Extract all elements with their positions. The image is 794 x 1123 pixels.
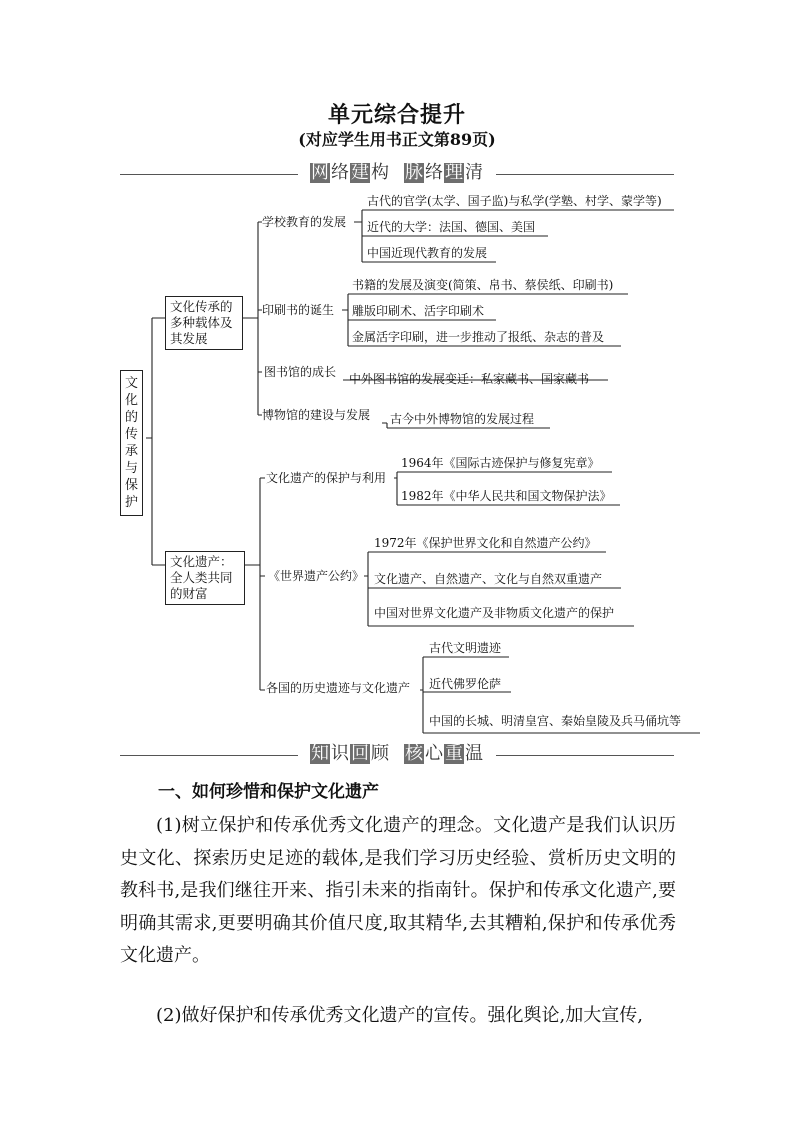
banner-char: 脉	[405, 162, 423, 183]
leaf-sites-2: 近代佛罗伦萨	[429, 677, 502, 691]
leaf-convention-1: 1972年《保护世界文化和自然遗产公约》	[374, 536, 597, 550]
banner-char: 核	[405, 743, 423, 764]
paragraph-1: (1)树立保护和传承优秀文化遗产的理念。文化遗产是我们认识历史文化、探索历史足迹的载体,是我们学习历史经验、赏析历史文明的教科书,是我们继往开来、指引未来的指南针。保护和传承文化遗产,要明确其需求,更要明确其价值尺度,取其精华,去其糟粕,保护和传承优秀文化遗产。	[120, 815, 676, 966]
banner-char: 建	[351, 162, 369, 183]
leaf-school-3: 中国近现代教育的发展	[367, 246, 488, 260]
banner-char: 知	[311, 743, 329, 764]
banner-char: 清	[465, 162, 483, 183]
leaf-school-1: 古代的官学(太学、国子监)与私学(学塾、村学、蒙学等)	[367, 194, 662, 208]
page-subtitle: (对应学生用书正文第89页)	[298, 130, 496, 149]
banner-char: 网	[311, 162, 329, 183]
banner-char: 络	[425, 162, 443, 183]
node-convention: 《世界遗产公约》	[268, 569, 365, 583]
banner-char: 顾	[371, 743, 389, 764]
branch-carriers: 文化传承的多种载体及其发展	[165, 296, 243, 350]
leaf-convention-2: 文化遗产、自然遗产、文化与自然双重遗产	[374, 572, 603, 586]
paragraph-2: (2)做好保护和传承优秀文化遗产的宣传。强化舆论,加大宣传,	[156, 1005, 643, 1026]
node-library: 图书馆的成长	[264, 365, 337, 379]
leaf-protection-1: 1964年《国际古迹保护与修复宪章》	[401, 456, 600, 470]
leaf-protection-2: 1982年《中华人民共和国文物保护法》	[401, 489, 612, 503]
banner-char: 构	[371, 162, 389, 183]
node-printing: 印刷书的诞生	[262, 303, 335, 317]
banner-char: 识	[331, 743, 349, 764]
banner-char: 回	[351, 743, 369, 764]
node-protection: 文化遗产的保护与利用	[266, 471, 387, 485]
banner-char: 心	[425, 743, 443, 764]
node-school: 学校教育的发展	[262, 215, 347, 229]
branch-heritage: 文化遗产：全人类共同的财富	[165, 551, 245, 605]
leaf-printing-3: 金属活字印刷，进一步推动了报纸、杂志的普及	[352, 330, 605, 344]
banner-char: 重	[445, 743, 463, 764]
node-sites: 各国的历史遗迹与文化遗产	[266, 681, 411, 695]
leaf-school-2: 近代的大学：法国、德国、美国	[367, 220, 536, 234]
section-heading: 一、如何珍惜和保护文化遗产	[158, 782, 379, 802]
leaf-museum-1: 古今中外博物馆的发展过程	[390, 412, 535, 426]
mindmap-root: 文化的传承与保护	[120, 370, 143, 516]
banner-char: 理	[445, 162, 463, 183]
leaf-convention-3: 中国对世界文化遗产及非物质文化遗产的保护	[374, 606, 615, 620]
page-title: 单元综合提升	[327, 103, 466, 128]
leaf-printing-1: 书籍的发展及演变(简策、帛书、蔡侯纸、印刷书)	[352, 278, 614, 292]
node-museum: 博物馆的建设与发展	[262, 408, 371, 422]
leaf-sites-3: 中国的长城、明清皇宫、秦始皇陵及兵马俑坑等	[429, 714, 682, 728]
section-banner-review	[120, 741, 674, 771]
leaf-sites-1: 古代文明遗迹	[429, 641, 502, 655]
banner-char: 温	[465, 743, 483, 764]
leaf-library-1: 中外图书馆的发展变迁：私家藏书、国家藏书	[349, 372, 590, 386]
banner-char: 络	[331, 162, 349, 183]
banner-label	[120, 743, 674, 764]
leaf-printing-2: 雕版印刷术、活字印刷术	[352, 304, 485, 318]
